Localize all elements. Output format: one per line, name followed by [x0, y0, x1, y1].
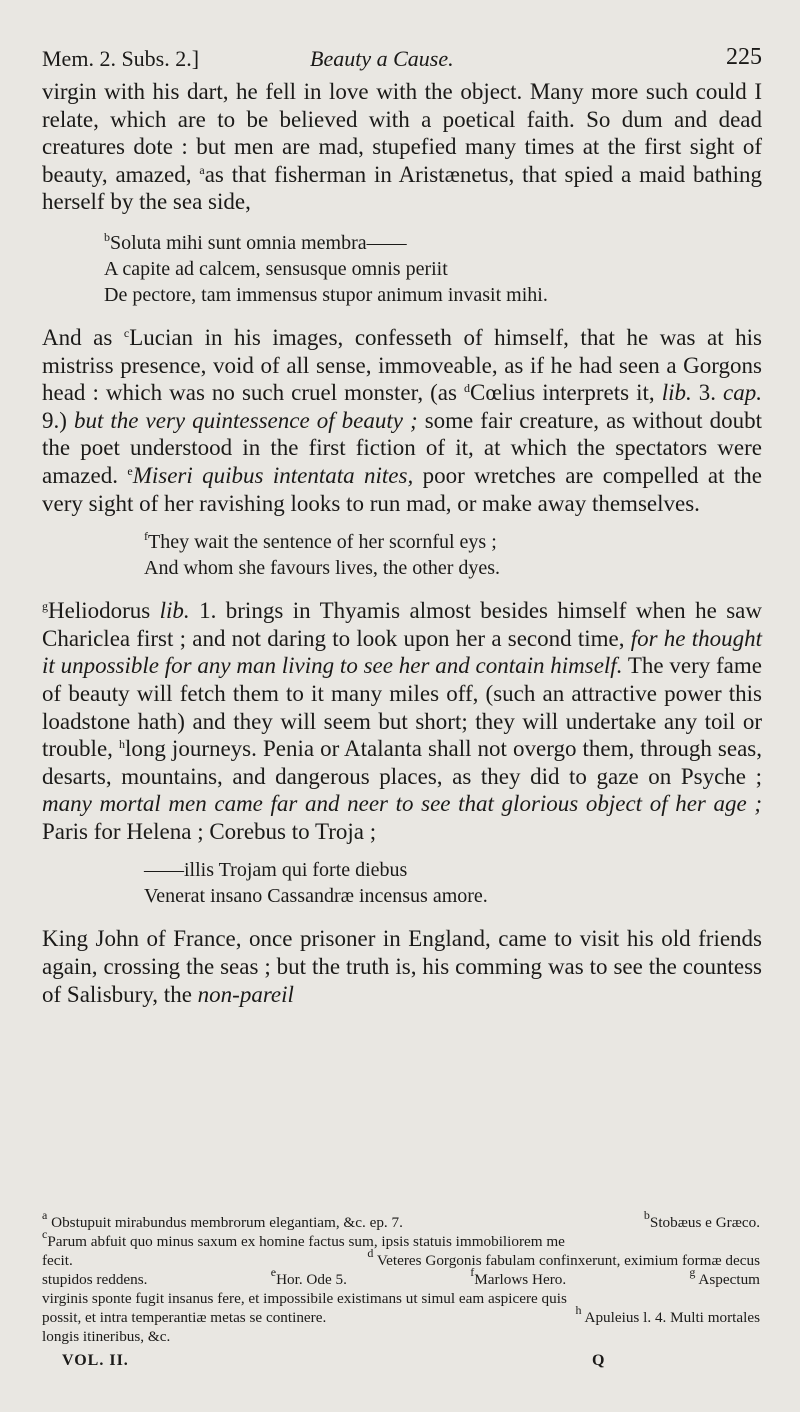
verse-quotation-1 — [42, 230, 762, 308]
note-mark-d: d — [464, 381, 470, 396]
verse-line: Soluta mihi sunt omnia membra—— — [110, 231, 407, 254]
running-header — [42, 42, 762, 78]
footnote-d: Veteres Gorgonis fabulam confinxerunt, eximium formæ decus — [376, 1252, 760, 1269]
footnote-f: Marlows Hero. — [474, 1271, 567, 1288]
note-mark-c: c — [123, 325, 130, 340]
verse-line: A capite ad calcem, sensusque omnis periit — [104, 257, 448, 280]
verse-line: They wait the sentence of her scornful eys ; — [148, 531, 497, 554]
note-mark-e: e — [127, 463, 133, 478]
paragraph-3: $^g$Heliodorus lib. 1. brings in Thyamis almost besides himself when he saw Chariclea first ; and not daring to look upon her a second time, for he thought it unpossible for any man living to see her and contain himself. The very fame of beauty will fetch them to it many miles off, (such an attractive power this loadstone hath) and they will seem but short; they will undertake any toil or trouble, $^h$long journeys. Penia or Atalanta shall not overgo them, through seas, desarts, mountains, and dangerous places, as they did to gaze on Psyche ; many mortal men came far and neer to see that glorious object of her age ; Paris for Helena ; Corebus to Troja ; — [42, 598, 762, 844]
footnote-a: Obstupuit mirabundus membrorum elegantiam, &c. ep. 7. — [51, 1214, 403, 1231]
paragraph-2: And as $^c$Lucian in his images, confesseth of himself, that he was at his mistriss presence, void of all sense, immoveable, as if he had seen a Gorgons head : which was no such cruel monster, (as $^d$Cœlius interprets it, lib. 3. cap. 9.) but the very quintessence of beauty ; some fair creature, as without doubt the poet understood in the first fiction of it, at which the spectators were amazed. $^e$Miseri quibus intentata nites, poor wretches are compelled at the very sight of her ravishing looks to run mad, or make away themselves. — [42, 324, 763, 516]
footnote-c: Parum abfuit quo minus saxum ex homine factus sum, ipsis statuis immobiliorem me — [47, 1233, 565, 1250]
page-footer — [62, 1352, 622, 1370]
paragraph-1: virgin with his dart, he fell in love with the object. Many more such could I relate, which are to be believed with a poetical faith. So dum and dead creatures dote : but men are mad, stupefied many times at the first sight of beauty, amazed, $^a$as that fisherman in Aristænetus, that spied a maid bathing herself by the sea side, — [42, 79, 762, 215]
verse-line: Venerat insano Cassandræ incensus amore. — [144, 885, 488, 908]
page-number: 225 — [726, 44, 762, 70]
note-mark-b: b — [104, 229, 110, 244]
signature-mark: Q — [592, 1352, 606, 1369]
footnotes: $^a$ Obstupuit mirabundus membrorum elegantiam, &c. ep. 7. $^b$Stobæus e Græco. $^c$Parum abfuit quo minus saxum ex homine factus sum, ipsis statuis immobiliorem me fecit. $^d$ Veteres Gorgonis fabulam confinxerunt, eximium formæ decus stupidos reddens. $^e$Hor. Ode 5. $^f$Marlows Hero. $^g$ Aspectum virginis sponte fugit insanus fere, et impossibile existimans ut simul eam aspicere quis possit, et intra temperantiæ metas se continere. $^h$ Apuleius l. 4. Multi mortales longis itineribus, &c. — [42, 1208, 760, 1345]
verse-line: De pectore, tam immensus stupor animum invasit mihi. — [104, 283, 548, 306]
volume-mark: VOL. II. — [62, 1352, 129, 1369]
note-mark-h: h — [118, 737, 125, 752]
paragraph-4: King John of France, once prisoner in England, came to visit his old friends again, crossing the seas ; but the truth is, his comming was to see the countess of Salisbury, the non-pareil — [42, 926, 762, 1007]
verse-quotation-3 — [42, 857, 762, 909]
footnote-e: Hor. Ode 5. — [276, 1271, 347, 1288]
verse-quotation-2 — [42, 529, 762, 581]
running-title: Beauty a Cause. — [310, 46, 454, 71]
verse-line: And whom she favours lives, the other dyes. — [144, 557, 501, 580]
verse-line: ——illis Trojam qui forte diebus — [144, 859, 408, 882]
footnote-h: Apuleius l. 4. Multi mortales — [584, 1309, 760, 1326]
note-mark-f: f — [144, 529, 148, 544]
note-mark-a: a — [199, 162, 205, 177]
footnote-b: Stobæus e Græco. — [649, 1214, 760, 1231]
note-mark-g: g — [42, 599, 48, 614]
section-reference: Mem. 2. Subs. 2.] — [42, 46, 200, 71]
footnote-g: Aspectum — [698, 1271, 760, 1288]
